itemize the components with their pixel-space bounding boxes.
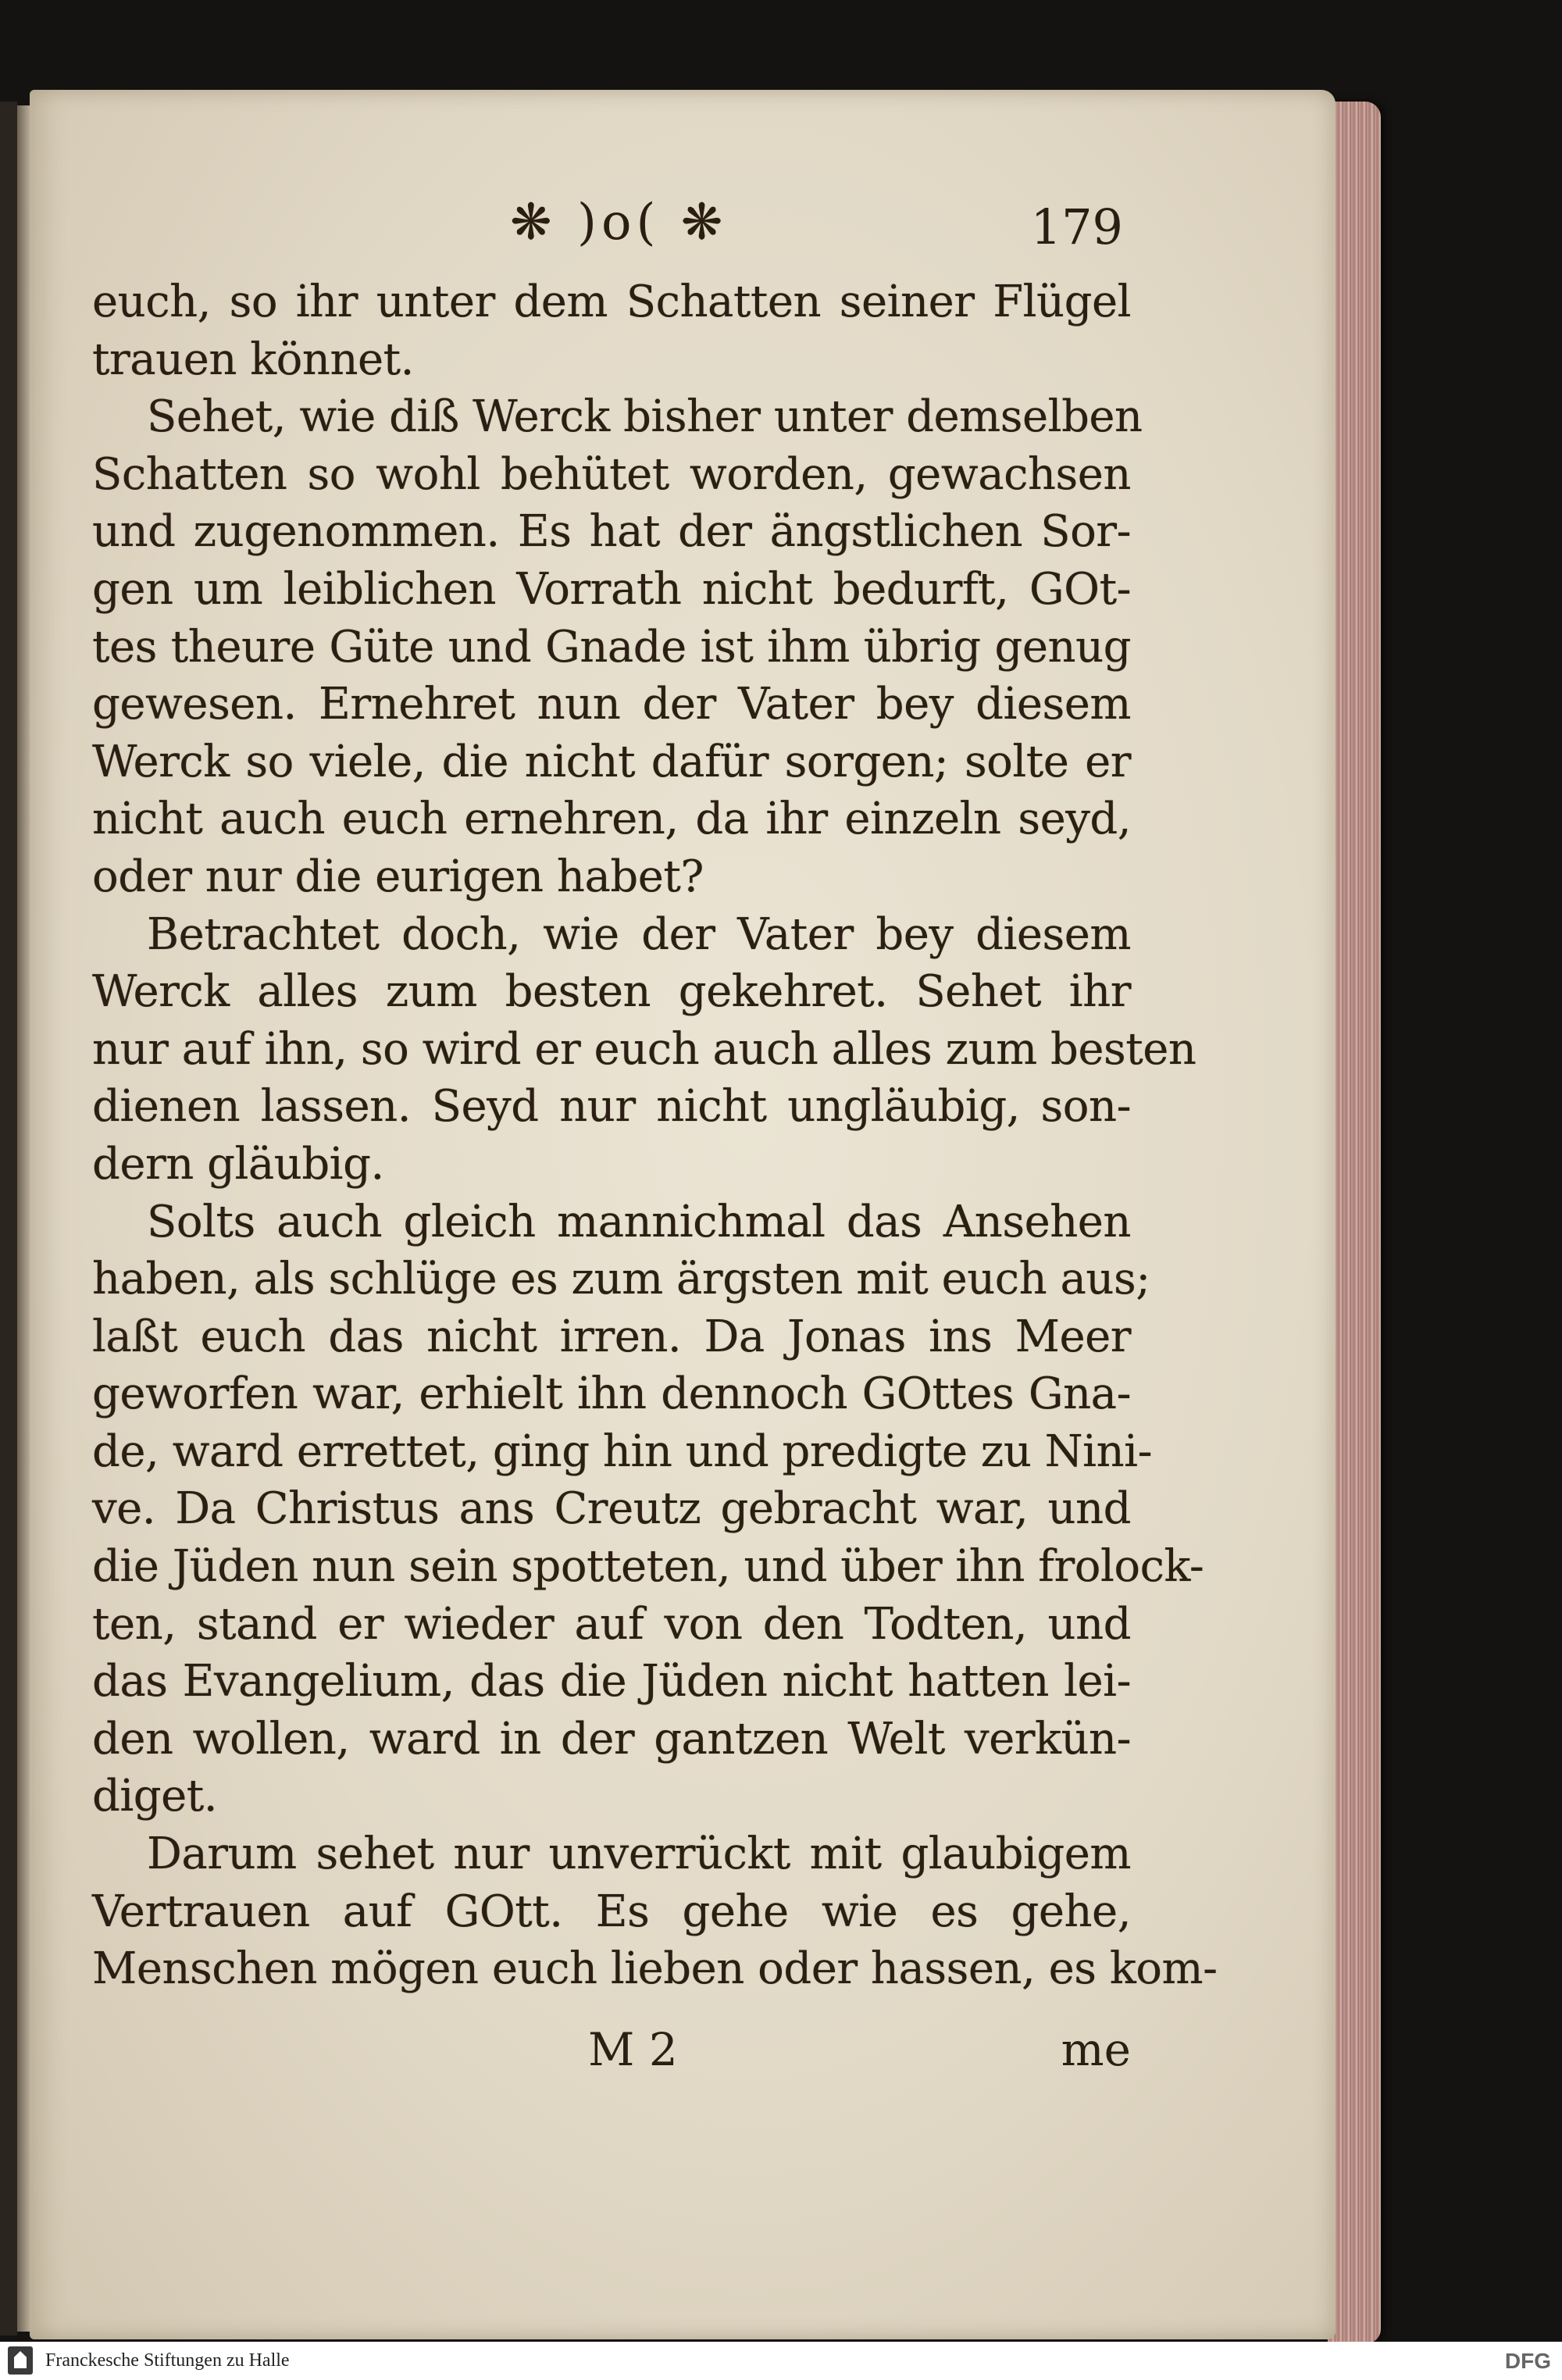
text-line: gen um leiblichen Vorrath nicht bedurft, GOt- (92, 563, 1131, 615)
text-line: Vertrauen auf GOtt. Es gehe wie es gehe, (92, 1886, 1131, 1937)
page-number: 179 (1030, 198, 1123, 255)
viewer-footer-bar (0, 2342, 1562, 2380)
text-line: euch, so ihr unter dem Schatten seiner Flügel (92, 277, 1131, 327)
scan-background (0, 102, 17, 2335)
page-header (92, 194, 1123, 264)
text-line: ve. Da Christus ans Creutz gebracht war, und (92, 1483, 1131, 1535)
text-line: trauen könnet. (92, 334, 414, 385)
text-line: Menschen mögen euch lieben oder hassen, es kom- (92, 1943, 1218, 1995)
body-text (92, 273, 1218, 1998)
text-line: den wollen, ward in der gantzen Welt verkün- (92, 1713, 1131, 1764)
text-line: diget. (92, 1771, 218, 1822)
page-footer (92, 2023, 1131, 2086)
text-line: und zugenommen. Es hat der ängstlichen Sor- (92, 506, 1131, 558)
text-line: Werck so viele, die nicht dafür sorgen; solte er (92, 736, 1131, 787)
text-line: nicht auch euch ernehren, da ihr einzeln seyd, (92, 794, 1131, 845)
text-line: oder nur die eurigen habet? (92, 851, 704, 902)
catchword: me (1061, 2023, 1131, 2076)
text-line: Schatten so wohl behütet worden, gewachsen (92, 448, 1131, 500)
text-line: Betrachtet doch, wie der Vater bey diesem (147, 908, 1131, 960)
institution-name: Franckesche Stiftungen zu Halle (45, 2350, 290, 2371)
text-line: das Evangelium, das die Jüden nicht hatten lei- (92, 1656, 1131, 1707)
text-line: geworfen war, erhielt ihn dennoch GOttes Gna- (92, 1368, 1131, 1420)
text-line: dienen lassen. Seyd nur nicht ungläubig, son- (92, 1081, 1131, 1133)
text-line: Solts auch gleich mannichmal das Ansehen (147, 1196, 1131, 1247)
text-line: ten, stand er wieder auf von den Todten, und (92, 1598, 1131, 1650)
text-line: tes theure Güte und Gnade ist ihm übrig genug (92, 621, 1131, 673)
book-edge (1328, 102, 1381, 2343)
text-line: haben, als schlüge es zum ärgsten mit euch aus; (92, 1254, 1150, 1305)
text-line: dern gläubig. (92, 1138, 384, 1190)
institution-logo-icon (8, 2346, 33, 2375)
text-line: Darum sehet nur unverrückt mit glaubigem (147, 1829, 1131, 1880)
text-line: Werck alles zum besten gekehret. Sehet ihr (92, 966, 1131, 1018)
text-line: laßt euch das nicht irren. Da Jonas ins Meer (92, 1311, 1131, 1362)
dfg-logo: DFG (1504, 2349, 1551, 2373)
text-line: nur auf ihn, so wird er euch auch alles zum besten (92, 1023, 1196, 1075)
text-line: gewesen. Ernehret nun der Vater bey diesem (92, 679, 1131, 730)
text-line: de, ward errettet, ging hin und predigte zu Nini- (92, 1426, 1152, 1477)
text-line: die Jüden nun sein spotteten, und über ihn frolock- (92, 1541, 1204, 1593)
signature-mark: M 2 (588, 2023, 678, 2076)
header-ornament: ❋ )o( ❋ (510, 194, 728, 252)
text-line: Sehet, wie diß Werck bisher unter demselben (147, 391, 1143, 443)
